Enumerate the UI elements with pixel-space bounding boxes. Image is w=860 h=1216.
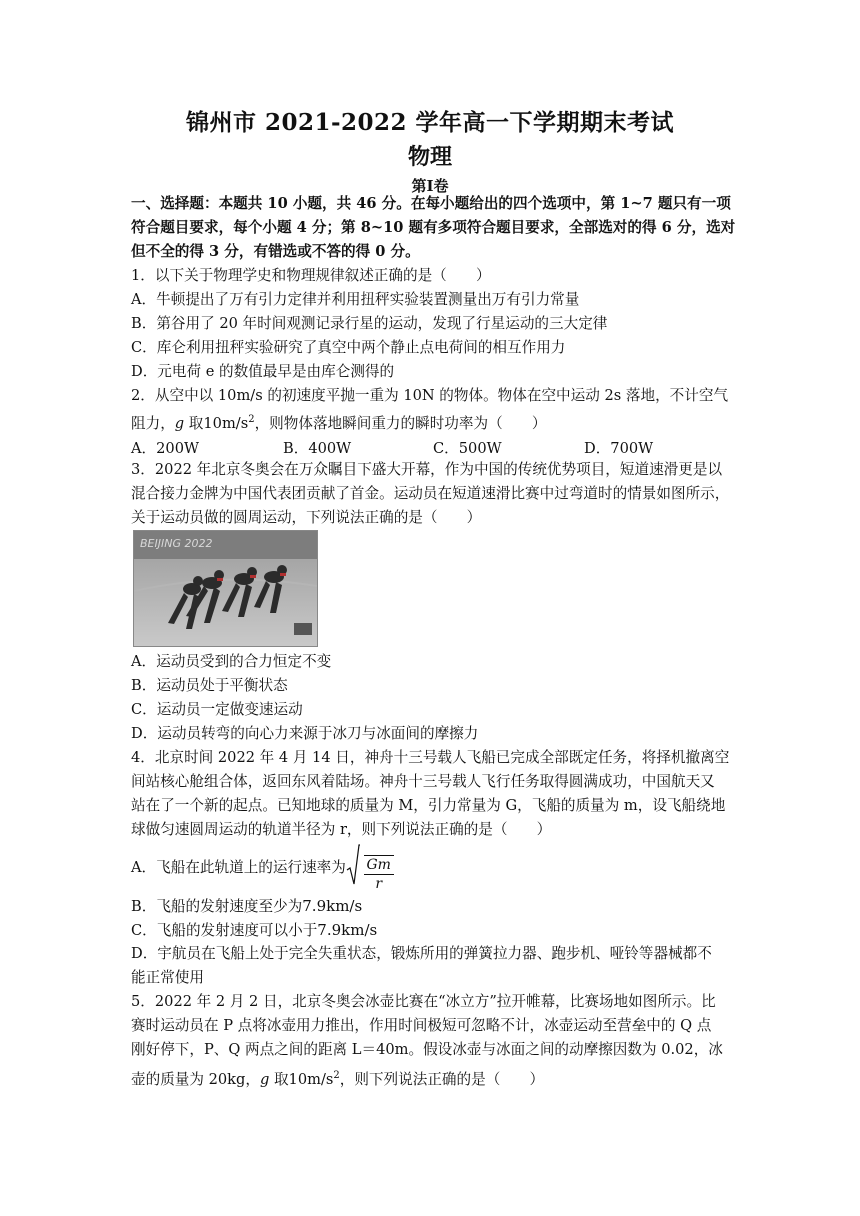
question-1-option-b: B．第谷用了 20 年时间观测记录行星的运动，发现了行星运动的三大定律 bbox=[131, 315, 608, 332]
question-3-option-d: D．运动员转弯的向心力来源于冰刀与冰面间的摩擦力 bbox=[131, 725, 479, 742]
question-2-option-a: A．200W bbox=[131, 440, 199, 457]
question-5-stem-line: 刚好停下，P、Q 两点之间的距离 L＝40m。假设冰壶与冰面之间的动摩擦因数为 0.02，冰 bbox=[131, 1041, 723, 1058]
section-instructions-line: 一、选择题：本题共 10 小题，共 46 分。在每小题给出的四个选项中，第 1~7 题只有一项 bbox=[131, 195, 731, 212]
question-5-stem-line bbox=[131, 1066, 731, 1090]
question-4-stem-line: 间站核心舱组合体，返回东风着陆场。神舟十三号载人飞行任务取得圆满成功，中国航天又 bbox=[131, 773, 715, 790]
option-text: C．飞船的发射速度可以小于 bbox=[131, 922, 318, 939]
question-1-option-a: A．牛顿提出了万有引力定律并利用扭秤实验装置测量出万有引力常量 bbox=[131, 291, 580, 308]
symbol-g: g bbox=[259, 1070, 270, 1088]
volume-label: 第Ⅰ卷 bbox=[411, 177, 449, 195]
symbol-g: g bbox=[174, 414, 185, 432]
question-4-stem-line: 球做匀速圆周运动的轨道半径为 r，则下列说法正确的是（ ） bbox=[131, 821, 552, 838]
question-5-stem-line: 5．2022 年 2 月 2 日，北京冬奥会冰壶比赛在“冰立方”拉开帷幕，比赛场地如图所示。比 bbox=[131, 993, 716, 1010]
section-instructions-line: 符合题目要求，每个小题 4 分；第 8~10 题有多项符合题目要求，全部选对的得 6 分，选对 bbox=[131, 219, 736, 236]
fraction bbox=[364, 855, 394, 893]
question-2-option-b: B．400W bbox=[283, 440, 352, 457]
exponent: 2 bbox=[333, 1070, 340, 1081]
subject-title: 物理 bbox=[407, 144, 452, 170]
value-g: 10m/s bbox=[203, 414, 249, 432]
question-1-stem: 1．以下关于物理学史和物理规律叙述正确的是（ ） bbox=[131, 267, 491, 284]
option-text: A．飞船在此轨道上的运行速率为 bbox=[131, 859, 346, 876]
speed-value: 7.9km/s bbox=[302, 897, 363, 915]
question-3-option-c: C．运动员一定做变速运动 bbox=[131, 701, 303, 718]
speed-skating-illustration bbox=[134, 531, 317, 646]
question-3-stem-line: 3．2022 年北京冬奥会在万众瞩目下盛大开幕，作为中国的传统优势项目，短道速滑更是以 bbox=[131, 461, 723, 478]
speed-skating-photo bbox=[133, 530, 318, 647]
sqrt-expression bbox=[346, 844, 394, 893]
question-4-stem-line: 4．北京时间 2022 年 4 月 14 日，神舟十三号载人飞船已完成全部既定任务，将择机撤离空 bbox=[131, 749, 730, 766]
stem-text: 壶的质量为 20kg， bbox=[131, 1070, 260, 1088]
question-3-stem-line: 混合接力金牌为中国代表团贡献了首金。运动员在短道速滑比赛中过弯道时的情景如图所示， bbox=[131, 485, 730, 502]
stem-text: 阻力， bbox=[131, 414, 175, 432]
question-5-stem-line: 赛时运动员在 P 点将冰壶用力推出，作用时间极短可忽略不计，冰壶运动至营垒中的 Q 点 bbox=[131, 1017, 712, 1034]
exam-title: 锦州市 2021-2022 学年高一下学期期末考试 bbox=[185, 109, 675, 136]
exponent: 2 bbox=[248, 414, 255, 425]
stem-text: ，则下列说法正确的是（ ） bbox=[339, 1070, 545, 1088]
question-1-option-c: C．库仑利用扭秤实验研究了真空中两个静止点电荷间的相互作用力 bbox=[131, 339, 566, 356]
speed-value: 7.9km/s bbox=[317, 921, 378, 939]
question-4-option-b bbox=[131, 896, 731, 917]
question-3-option-b: B．运动员处于平衡状态 bbox=[131, 677, 288, 694]
section-instructions-line: 但不全的得 3 分，有错选或不答的得 0 分。 bbox=[131, 243, 420, 260]
question-1-option-d: D．元电荷 e 的数值最早是由库仑测得的 bbox=[131, 363, 395, 380]
stem-text: 取 bbox=[184, 414, 204, 432]
option-text: B．飞船的发射速度至少为 bbox=[131, 898, 303, 915]
stem-text: 取 bbox=[269, 1070, 289, 1088]
question-4-stem-line: 站在了一个新的起点。已知地球的质量为 M，引力常量为 G，飞船的质量为 m，设飞船绕地 bbox=[131, 797, 726, 814]
question-3-stem-line: 关于运动员做的圆周运动，下列说法正确的是（ ） bbox=[131, 509, 482, 526]
radical-sign-icon bbox=[346, 844, 360, 886]
fraction-denominator: r bbox=[375, 875, 383, 892]
photo-caption: BEIJING 2022 bbox=[140, 537, 213, 550]
question-4-option-d: D．宇航员在飞船上处于完全失重状态，锻炼所用的弹簧拉力器、跑步机、哑铃等器械都不 bbox=[131, 945, 712, 962]
question-2-stem-line: 2．从空中以 10m/s 的初速度平抛一重为 10N 的物体。物体在空中运动 2s 落地，不计空气 bbox=[131, 387, 729, 404]
question-2-stem-line bbox=[131, 410, 731, 434]
question-2-option-c: C．500W bbox=[433, 440, 502, 457]
fraction-numerator: Gm bbox=[364, 856, 394, 875]
question-2-option-d: D．700W bbox=[584, 440, 654, 457]
question-3-option-a: A．运动员受到的合力恒定不变 bbox=[131, 653, 332, 670]
stem-text: ，则物体落地瞬间重力的瞬时功率为（ ） bbox=[254, 414, 547, 432]
question-4-option-c bbox=[131, 920, 731, 941]
question-4-option-d-cont: 能正常使用 bbox=[131, 969, 204, 986]
question-4-option-a bbox=[131, 848, 731, 892]
value-g: 10m/s bbox=[288, 1070, 334, 1088]
